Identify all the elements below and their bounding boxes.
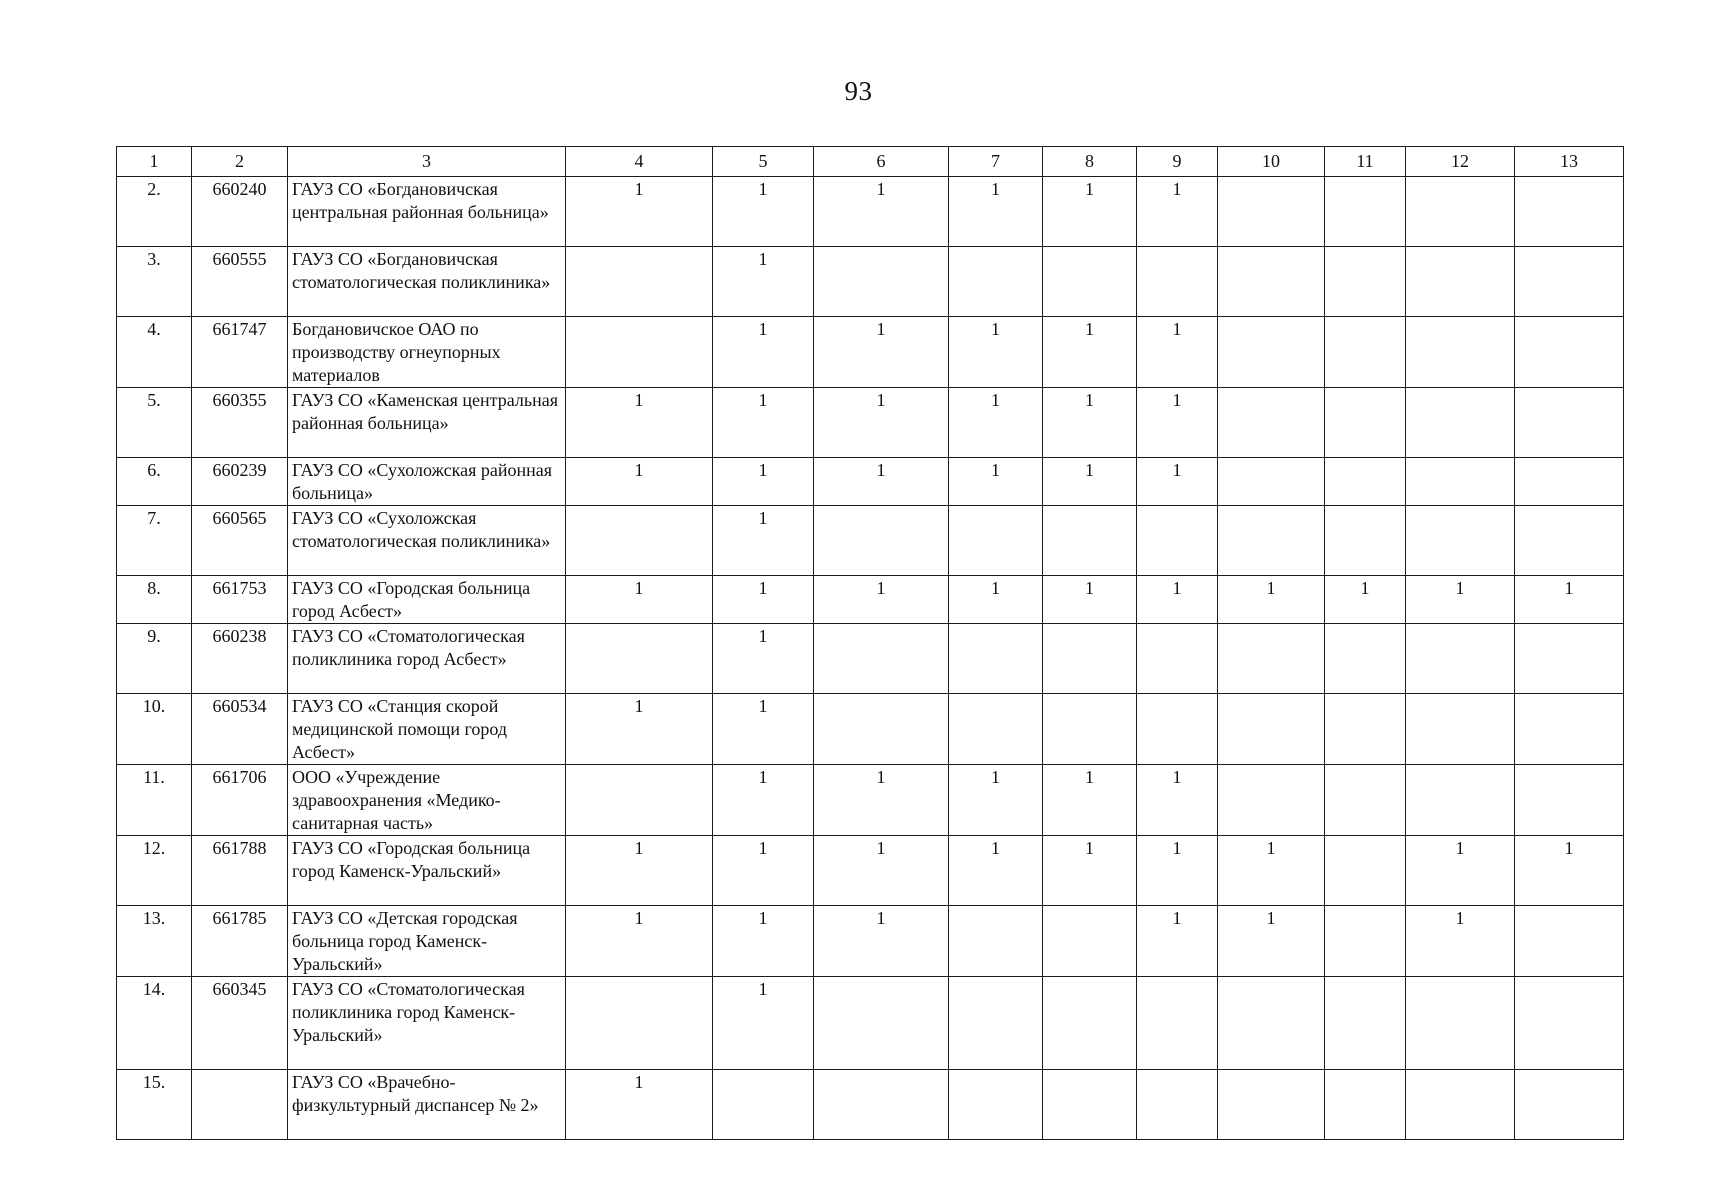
value-cell (949, 1070, 1043, 1140)
row-number: 12. (117, 836, 192, 906)
value-cell (1218, 1070, 1325, 1140)
value-cell: 1 (1043, 836, 1137, 906)
organization-name: ГАУЗ СО «Каменская центральная районная больница» (288, 388, 566, 458)
value-cell: 1 (1515, 836, 1624, 906)
value-cell (1406, 624, 1515, 694)
value-cell (1325, 458, 1406, 506)
organization-code: 661706 (192, 765, 288, 836)
value-cell (1515, 906, 1624, 977)
organization-code: 661747 (192, 317, 288, 388)
value-cell (1325, 317, 1406, 388)
column-header: 1 (117, 147, 192, 177)
organization-code: 660565 (192, 506, 288, 576)
organization-name: ГАУЗ СО «Врачебно-физкультурный диспансер № 2» (288, 1070, 566, 1140)
value-cell (1218, 624, 1325, 694)
value-cell (1515, 317, 1624, 388)
value-cell: 1 (713, 765, 814, 836)
table-row (117, 694, 1624, 765)
organization-name: Богдановичское ОАО по производству огнеупорных материалов (288, 317, 566, 388)
value-cell (1325, 1070, 1406, 1140)
value-cell: 1 (949, 388, 1043, 458)
value-cell (949, 506, 1043, 576)
value-cell: 1 (814, 576, 949, 624)
value-cell (1218, 506, 1325, 576)
table-row (117, 247, 1624, 317)
value-cell (1325, 836, 1406, 906)
value-cell: 1 (814, 177, 949, 247)
value-cell: 1 (1137, 836, 1218, 906)
value-cell: 1 (566, 1070, 713, 1140)
row-number: 13. (117, 906, 192, 977)
table-row (117, 977, 1624, 1070)
value-cell (1137, 506, 1218, 576)
value-cell: 1 (1218, 836, 1325, 906)
value-cell: 1 (566, 694, 713, 765)
organization-code: 660355 (192, 388, 288, 458)
value-cell: 1 (1325, 576, 1406, 624)
table-row (117, 1070, 1624, 1140)
value-cell (1137, 694, 1218, 765)
organization-code: 660534 (192, 694, 288, 765)
value-cell (1406, 1070, 1515, 1140)
table-row (117, 765, 1624, 836)
data-table (116, 146, 1624, 1140)
value-cell (1325, 977, 1406, 1070)
value-cell: 1 (1218, 906, 1325, 977)
organization-name: ГАУЗ СО «Станция скорой медицинской помощи город Асбест» (288, 694, 566, 765)
row-number: 15. (117, 1070, 192, 1140)
value-cell (1325, 247, 1406, 317)
row-number: 6. (117, 458, 192, 506)
value-cell: 1 (713, 317, 814, 388)
table-row (117, 458, 1624, 506)
value-cell (1218, 317, 1325, 388)
value-cell (1515, 624, 1624, 694)
organization-code: 660240 (192, 177, 288, 247)
value-cell (1043, 624, 1137, 694)
value-cell: 1 (566, 177, 713, 247)
value-cell: 1 (713, 506, 814, 576)
value-cell: 1 (713, 388, 814, 458)
value-cell (1137, 977, 1218, 1070)
table-row (117, 317, 1624, 388)
organization-code: 661788 (192, 836, 288, 906)
value-cell (1515, 247, 1624, 317)
value-cell (1515, 765, 1624, 836)
value-cell: 1 (1137, 458, 1218, 506)
row-number: 4. (117, 317, 192, 388)
value-cell (566, 247, 713, 317)
organization-code: 660239 (192, 458, 288, 506)
value-cell: 1 (949, 458, 1043, 506)
value-cell (814, 624, 949, 694)
value-cell (1218, 765, 1325, 836)
value-cell (1515, 506, 1624, 576)
value-cell: 1 (1515, 576, 1624, 624)
value-cell: 1 (1137, 177, 1218, 247)
column-header: 7 (949, 147, 1043, 177)
value-cell (1515, 1070, 1624, 1140)
value-cell (1137, 247, 1218, 317)
value-cell (1218, 388, 1325, 458)
value-cell (1325, 388, 1406, 458)
value-cell (1325, 694, 1406, 765)
value-cell (1218, 177, 1325, 247)
column-header: 6 (814, 147, 949, 177)
row-number: 8. (117, 576, 192, 624)
value-cell (1406, 506, 1515, 576)
row-number: 2. (117, 177, 192, 247)
value-cell: 1 (1406, 906, 1515, 977)
value-cell (566, 624, 713, 694)
value-cell (1515, 977, 1624, 1070)
value-cell (1406, 694, 1515, 765)
table-row (117, 388, 1624, 458)
value-cell (1515, 694, 1624, 765)
value-cell (1406, 247, 1515, 317)
value-cell (1406, 977, 1515, 1070)
organization-code (192, 1070, 288, 1140)
value-cell (1218, 247, 1325, 317)
value-cell: 1 (949, 317, 1043, 388)
value-cell (1406, 177, 1515, 247)
organization-name: ГАУЗ СО «Стоматологическая поликлиника город Каменск-Уральский» (288, 977, 566, 1070)
value-cell (1406, 317, 1515, 388)
column-header: 3 (288, 147, 566, 177)
organization-name: ГАУЗ СО «Богдановичская стоматологическая поликлиника» (288, 247, 566, 317)
column-header: 9 (1137, 147, 1218, 177)
value-cell: 1 (1137, 317, 1218, 388)
organization-name: ГАУЗ СО «Стоматологическая поликлиника город Асбест» (288, 624, 566, 694)
value-cell: 1 (814, 388, 949, 458)
value-cell: 1 (566, 388, 713, 458)
value-cell (949, 247, 1043, 317)
value-cell: 1 (566, 836, 713, 906)
value-cell: 1 (1137, 388, 1218, 458)
organization-code: 660555 (192, 247, 288, 317)
column-header: 5 (713, 147, 814, 177)
value-cell: 1 (1043, 576, 1137, 624)
value-cell: 1 (713, 906, 814, 977)
value-cell (1043, 906, 1137, 977)
value-cell (814, 1070, 949, 1140)
value-cell (1406, 388, 1515, 458)
value-cell (566, 765, 713, 836)
column-header: 13 (1515, 147, 1624, 177)
value-cell: 1 (713, 977, 814, 1070)
value-cell: 1 (814, 836, 949, 906)
value-cell (1515, 177, 1624, 247)
value-cell (566, 977, 713, 1070)
value-cell (1043, 694, 1137, 765)
organization-name: ГАУЗ СО «Городская больница город Каменск-Уральский» (288, 836, 566, 906)
value-cell: 1 (713, 694, 814, 765)
value-cell (1043, 1070, 1137, 1140)
value-cell: 1 (713, 836, 814, 906)
value-cell (1137, 1070, 1218, 1140)
value-cell: 1 (713, 624, 814, 694)
value-cell: 1 (713, 576, 814, 624)
value-cell (949, 624, 1043, 694)
organization-code: 660238 (192, 624, 288, 694)
column-header: 10 (1218, 147, 1325, 177)
value-cell (814, 506, 949, 576)
value-cell: 1 (1043, 388, 1137, 458)
value-cell: 1 (814, 765, 949, 836)
value-cell: 1 (566, 458, 713, 506)
value-cell (713, 1070, 814, 1140)
value-cell (1325, 177, 1406, 247)
value-cell: 1 (1137, 765, 1218, 836)
table-body (117, 177, 1624, 1140)
column-header: 4 (566, 147, 713, 177)
table-row (117, 836, 1624, 906)
value-cell (814, 977, 949, 1070)
organization-code: 661785 (192, 906, 288, 977)
organization-name: ООО «Учреждение здравоохранения «Медико-санитарная часть» (288, 765, 566, 836)
value-cell: 1 (814, 317, 949, 388)
page-number: 93 (844, 76, 873, 106)
value-cell (1515, 458, 1624, 506)
organization-name: ГАУЗ СО «Богдановичская центральная районная больница» (288, 177, 566, 247)
row-number: 5. (117, 388, 192, 458)
value-cell: 1 (949, 576, 1043, 624)
table-row (117, 506, 1624, 576)
value-cell (1325, 906, 1406, 977)
value-cell: 1 (1043, 317, 1137, 388)
value-cell (1218, 977, 1325, 1070)
value-cell (566, 506, 713, 576)
table-row (117, 576, 1624, 624)
organization-name: ГАУЗ СО «Городская больница город Асбест» (288, 576, 566, 624)
value-cell: 1 (814, 906, 949, 977)
value-cell: 1 (949, 177, 1043, 247)
value-cell: 1 (1137, 576, 1218, 624)
row-number: 14. (117, 977, 192, 1070)
value-cell (949, 906, 1043, 977)
table-row (117, 177, 1624, 247)
value-cell: 1 (1218, 576, 1325, 624)
value-cell (1515, 388, 1624, 458)
value-cell (949, 977, 1043, 1070)
value-cell: 1 (713, 177, 814, 247)
header-row (117, 147, 1624, 177)
organization-code: 660345 (192, 977, 288, 1070)
value-cell: 1 (566, 906, 713, 977)
value-cell: 1 (1043, 458, 1137, 506)
organization-name: ГАУЗ СО «Сухоложская районная больница» (288, 458, 566, 506)
value-cell: 1 (1406, 576, 1515, 624)
value-cell: 1 (949, 765, 1043, 836)
value-cell (949, 694, 1043, 765)
table-row (117, 624, 1624, 694)
column-header: 11 (1325, 147, 1406, 177)
value-cell: 1 (814, 458, 949, 506)
value-cell: 1 (1043, 765, 1137, 836)
value-cell: 1 (713, 247, 814, 317)
value-cell (814, 694, 949, 765)
row-number: 9. (117, 624, 192, 694)
value-cell (1325, 765, 1406, 836)
value-cell (1406, 458, 1515, 506)
value-cell (1043, 247, 1137, 317)
column-header: 8 (1043, 147, 1137, 177)
value-cell (814, 247, 949, 317)
value-cell (1043, 506, 1137, 576)
organization-name: ГАУЗ СО «Детская городская больница город Каменск-Уральский» (288, 906, 566, 977)
value-cell (566, 317, 713, 388)
value-cell: 1 (1406, 836, 1515, 906)
row-number: 10. (117, 694, 192, 765)
row-number: 7. (117, 506, 192, 576)
organization-code: 661753 (192, 576, 288, 624)
value-cell: 1 (566, 576, 713, 624)
organization-name: ГАУЗ СО «Сухоложская стоматологическая поликлиника» (288, 506, 566, 576)
row-number: 3. (117, 247, 192, 317)
value-cell: 1 (1043, 177, 1137, 247)
column-header: 2 (192, 147, 288, 177)
value-cell (1218, 458, 1325, 506)
row-number: 11. (117, 765, 192, 836)
value-cell (1137, 624, 1218, 694)
value-cell (1325, 506, 1406, 576)
table-row (117, 906, 1624, 977)
value-cell (1043, 977, 1137, 1070)
value-cell (1218, 694, 1325, 765)
value-cell (1325, 624, 1406, 694)
column-header: 12 (1406, 147, 1515, 177)
value-cell (1406, 765, 1515, 836)
value-cell: 1 (949, 836, 1043, 906)
value-cell: 1 (713, 458, 814, 506)
value-cell: 1 (1137, 906, 1218, 977)
